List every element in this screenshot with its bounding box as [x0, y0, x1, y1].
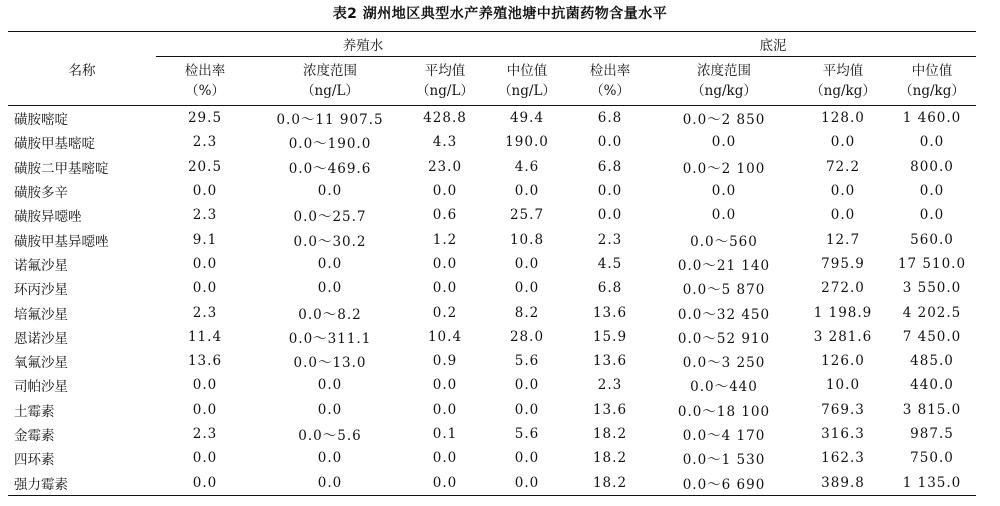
water-median-cell: 0.0: [514, 255, 540, 272]
sediment-median-cell: 7 450.0: [902, 328, 962, 345]
sediment-median-cell: 0.0: [919, 207, 945, 224]
water-median-header: 中位值 （ng/L）: [498, 63, 556, 99]
sediment-mean-cell: 272.0: [821, 280, 865, 297]
sediment-mean-cell: 126.0: [821, 353, 865, 370]
sediment-concentration-range-cell: 0.0: [711, 207, 737, 224]
name-column-header: 名称: [68, 62, 96, 79]
table-row: [8, 325, 976, 349]
water-mean-cell: 0.2: [432, 304, 458, 321]
drug-name-cell: 培氟沙星: [14, 306, 68, 323]
water-detection-rate-cell: 11.4: [187, 328, 223, 345]
sediment-mean-cell: 0.0: [830, 134, 856, 151]
water-detection-rate-cell: 9.1: [192, 231, 218, 248]
sediment-median-cell: 4 202.5: [902, 304, 962, 321]
water-median-cell: 0.0: [514, 450, 540, 467]
drug-name-cell: 磺胺甲基异噁唑: [14, 233, 109, 250]
table-row: [8, 155, 976, 179]
water-mean-cell: 4.3: [432, 134, 458, 151]
drug-name-cell: 磺胺异噁唑: [14, 209, 82, 226]
water-median-cell: 0.0: [514, 401, 540, 418]
sediment-median-cell: 485.0: [910, 353, 954, 370]
sediment-detection-rate-cell: 0.0: [597, 134, 623, 151]
sediment-mean-cell: 0.0: [830, 183, 856, 200]
water-detection-rate-cell: 0.0: [192, 377, 218, 394]
sediment-median-cell: 3 550.0: [902, 280, 962, 297]
water-concentration-range-cell: 0.0～25.7: [293, 209, 367, 226]
table-row: [8, 179, 976, 203]
sediment-detection-rate-header: 检出率 （%）: [589, 63, 631, 99]
water-concentration-range-cell: 0.0～11 907.5: [276, 112, 384, 129]
table-row: [8, 130, 976, 154]
drug-name-cell: 诺氟沙星: [14, 257, 68, 274]
water-concentration-range-cell: 0.0: [317, 474, 343, 491]
sediment-concentration-range-cell: 0.0～2 850: [682, 112, 766, 129]
sediment-median-cell: 440.0: [910, 377, 954, 394]
water-mean-cell: 0.0: [432, 255, 458, 272]
sediment-detection-rate-cell: 18.2: [592, 426, 628, 442]
sediment-concentration-range-cell: 0.0: [711, 134, 737, 151]
sediment-concentration-range-cell: 0.0～440: [690, 379, 758, 396]
water-median-cell: 28.0: [509, 328, 545, 345]
table-row: [8, 227, 976, 251]
drug-name-cell: 磺胺嘧啶: [14, 112, 68, 129]
sediment-mean-cell: 769.3: [821, 401, 865, 418]
sediment-mean-header: 平均值 （ng/kg）: [810, 63, 876, 99]
table-row: [8, 422, 976, 446]
water-mean-cell: 0.0: [432, 377, 458, 394]
sediment-mean-cell: 0.0: [830, 207, 856, 224]
water-median-cell: 4.6: [514, 158, 540, 175]
water-concentration-range-cell: 0.0: [317, 377, 343, 394]
sediment-median-cell: 750.0: [910, 450, 954, 467]
drug-name-cell: 磺胺二甲基嘧啶: [14, 160, 109, 177]
water-mean-cell: 23.0: [427, 158, 463, 175]
drug-name-cell: 氧氟沙星: [14, 355, 68, 372]
water-mean-cell: 0.6: [432, 207, 458, 224]
sediment-median-cell: 1 135.0: [902, 474, 962, 491]
water-mean-cell: 0.0: [432, 280, 458, 297]
water-median-cell: 190.0: [505, 134, 549, 151]
sediment-concentration-range-cell: 0.0～32 450: [677, 306, 771, 323]
water-detection-rate-cell: 0.0: [192, 280, 218, 297]
water-concentration-range-cell: 0.0: [317, 255, 343, 272]
water-median-cell: 5.6: [514, 353, 540, 370]
drug-name-cell: 金霉素: [14, 428, 55, 444]
water-mean-cell: 0.0: [432, 401, 458, 418]
drug-name-cell: 环丙沙星: [14, 282, 68, 299]
water-mean-cell: 0.9: [432, 353, 458, 370]
water-mean-cell: 0.0: [432, 450, 458, 467]
water-group-header: 养殖水: [156, 32, 570, 57]
drug-name-cell: 磺胺多辛: [14, 185, 68, 202]
sediment-mean-cell: 72.2: [825, 158, 861, 175]
water-concentration-range-cell: 0.0～469.6: [288, 160, 372, 177]
sediment-median-cell: 1 460.0: [902, 110, 962, 127]
sediment-detection-rate-cell: 2.3: [597, 377, 623, 394]
sediment-mean-cell: 1 198.9: [813, 304, 873, 321]
sediment-detection-rate-cell: 13.6: [592, 401, 628, 418]
water-mean-header: 平均值 （ng/L）: [416, 63, 474, 99]
water-detection-rate-cell: 0.0: [192, 401, 218, 418]
sediment-detection-rate-cell: 13.6: [592, 353, 628, 370]
water-detection-rate-cell: 2.3: [192, 134, 218, 151]
water-mean-cell: 0.0: [432, 474, 458, 491]
water-concentration-range-cell: 0.0～190.0: [288, 136, 372, 153]
water-median-cell: 10.8: [509, 231, 545, 248]
water-concentration-range-cell: 0.0: [317, 401, 343, 418]
sediment-mean-cell: 128.0: [821, 110, 865, 127]
table-row: [8, 106, 976, 131]
table-row: [8, 252, 976, 276]
water-detection-rate-cell: 0.0: [192, 474, 218, 491]
drug-name-cell: 司帕沙星: [14, 379, 68, 396]
table-row: [8, 300, 976, 324]
antibiotic-table: [8, 31, 976, 496]
water-concentration-range-cell: 0.0: [317, 450, 343, 467]
water-concentration-range-header: 浓度范围 （ng/L）: [301, 63, 359, 99]
table-row: [8, 446, 976, 470]
sediment-median-cell: 560.0: [910, 231, 954, 248]
water-concentration-range-cell: 0.0～5.6: [298, 428, 362, 444]
sediment-detection-rate-cell: 13.6: [592, 304, 628, 321]
sediment-detection-rate-cell: 0.0: [597, 183, 623, 200]
sediment-concentration-range-cell: 0.0～2 100: [682, 160, 766, 177]
sediment-mean-cell: 389.8: [821, 474, 865, 491]
sediment-concentration-range-header: 浓度范围 （ng/kg）: [691, 63, 757, 99]
table-row: [8, 349, 976, 373]
drug-name-cell: 磺胺甲基嘧啶: [14, 136, 95, 153]
sediment-detection-rate-cell: 4.5: [597, 255, 623, 272]
sediment-mean-cell: 795.9: [821, 255, 865, 272]
water-detection-rate-cell: 0.0: [192, 183, 218, 200]
table-body: [8, 106, 976, 496]
water-median-cell: 0.0: [514, 474, 540, 491]
water-concentration-range-cell: 0.0: [317, 280, 343, 297]
water-concentration-range-cell: 0.0～8.2: [298, 306, 362, 323]
sediment-detection-rate-cell: 15.9: [592, 328, 628, 345]
water-detection-rate-header: 检出率 （%）: [184, 63, 226, 99]
water-detection-rate-cell: 13.6: [187, 353, 223, 370]
water-detection-rate-cell: 2.3: [192, 207, 218, 224]
sediment-concentration-range-cell: 0.0～18 100: [677, 403, 771, 420]
sediment-median-cell: 800.0: [910, 158, 954, 175]
table-row: [8, 203, 976, 227]
water-mean-cell: 0.0: [432, 183, 458, 200]
table-row: [8, 373, 976, 397]
drug-name-cell: 四环素: [14, 452, 55, 469]
table-caption: 表2 湖州地区典型水产养殖池塘中抗菌药物含量水平: [332, 6, 668, 22]
water-mean-cell: 1.2: [432, 231, 458, 248]
sediment-mean-cell: 3 281.6: [813, 328, 873, 345]
drug-name-cell: 恩诺沙星: [14, 330, 68, 347]
sediment-median-cell: 0.0: [919, 134, 945, 151]
sediment-mean-cell: 10.0: [825, 377, 861, 394]
water-detection-rate-cell: 2.3: [192, 304, 218, 321]
sediment-mean-cell: 12.7: [825, 231, 861, 248]
water-median-cell: 0.0: [514, 183, 540, 200]
sediment-concentration-range-cell: 0.0～3 250: [682, 355, 766, 372]
water-mean-cell: 10.4: [427, 328, 463, 345]
sediment-mean-cell: 162.3: [821, 450, 865, 467]
sediment-detection-rate-cell: 0.0: [597, 207, 623, 224]
drug-name-cell: 土霉素: [14, 403, 55, 420]
sediment-detection-rate-cell: 6.8: [597, 280, 623, 297]
water-median-cell: 8.2: [514, 304, 540, 321]
water-median-cell: 0.0: [514, 280, 540, 297]
water-median-cell: 5.6: [514, 426, 540, 442]
table-row: [8, 276, 976, 300]
sediment-concentration-range-cell: 0.0～6 690: [682, 476, 766, 493]
sediment-median-cell: 987.5: [910, 426, 954, 442]
sediment-concentration-range-cell: 0.0～4 170: [682, 428, 766, 444]
sediment-median-cell: 3 815.0: [902, 401, 962, 418]
water-mean-cell: 428.8: [423, 110, 467, 127]
table-row: [8, 398, 976, 422]
sediment-concentration-range-cell: 0.0～5 870: [682, 282, 766, 299]
sediment-detection-rate-cell: 18.2: [592, 450, 628, 467]
water-median-cell: 25.7: [509, 207, 545, 224]
water-median-cell: 49.4: [509, 110, 545, 127]
sediment-median-cell: 0.0: [919, 183, 945, 200]
water-concentration-range-cell: 0.0: [317, 183, 343, 200]
sediment-median-header: 中位值 （ng/kg）: [899, 63, 965, 99]
sediment-concentration-range-cell: 0.0～52 910: [677, 330, 771, 347]
table-row: [8, 470, 976, 495]
sediment-detection-rate-cell: 6.8: [597, 110, 623, 127]
header-group-row: [8, 32, 976, 57]
sediment-mean-cell: 316.3: [821, 426, 865, 442]
water-mean-cell: 0.1: [432, 426, 458, 442]
water-concentration-range-cell: 0.0～30.2: [293, 233, 367, 250]
sediment-detection-rate-cell: 6.8: [597, 158, 623, 175]
water-detection-rate-cell: 0.0: [192, 255, 218, 272]
water-detection-rate-cell: 2.3: [192, 426, 218, 442]
sediment-detection-rate-cell: 2.3: [597, 231, 623, 248]
water-median-cell: 0.0: [514, 377, 540, 394]
sediment-detection-rate-cell: 18.2: [592, 474, 628, 491]
sediment-concentration-range-cell: 0.0～560: [690, 233, 758, 250]
sediment-group-header: 底泥: [570, 32, 976, 57]
sediment-concentration-range-cell: 0.0: [711, 183, 737, 200]
sediment-concentration-range-cell: 0.0～21 140: [677, 257, 771, 274]
sediment-median-cell: 17 510.0: [897, 255, 967, 272]
water-detection-rate-cell: 20.5: [187, 158, 223, 175]
sediment-concentration-range-cell: 0.0～1 530: [682, 452, 766, 469]
water-detection-rate-cell: 29.5: [187, 110, 223, 127]
water-concentration-range-cell: 0.0～13.0: [293, 355, 367, 372]
drug-name-cell: 强力霉素: [14, 476, 68, 493]
water-concentration-range-cell: 0.0～311.1: [288, 330, 372, 347]
water-detection-rate-cell: 0.0: [192, 450, 218, 467]
